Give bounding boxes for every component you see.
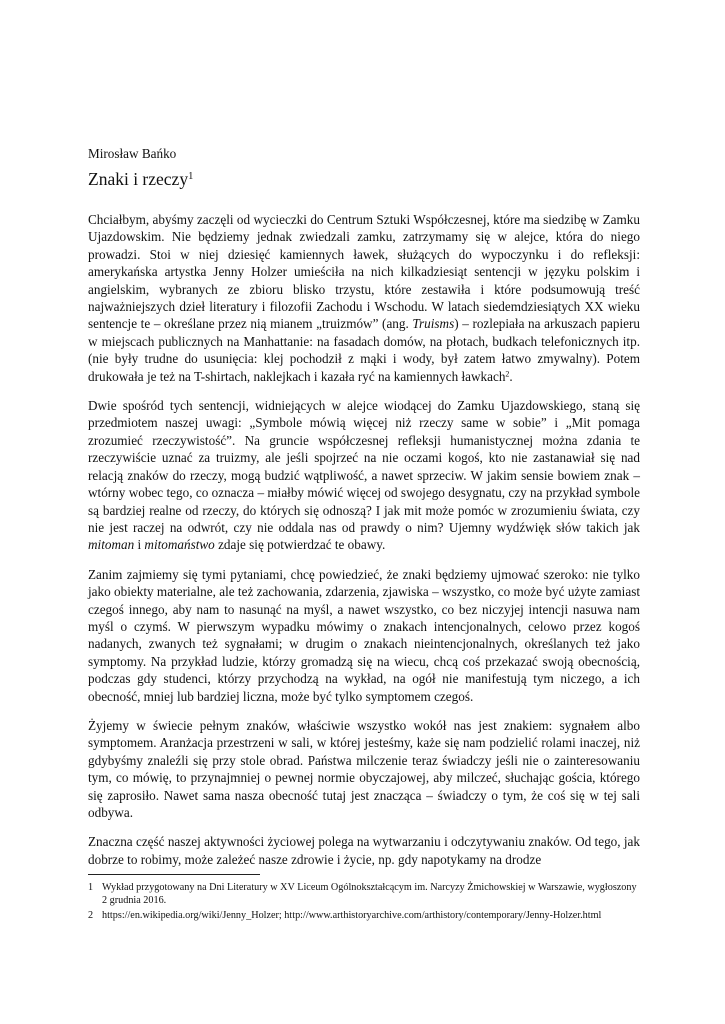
footnote-number: 2 <box>88 910 94 922</box>
text-run: Znaczna część naszej aktywności życiowej polega na wytwarzaniu i odczytywaniu znaków. Od tego, jak dobrze to robimy, może zależeć nasze zdrowie i życie, np. gdy napotykamy na drodze <box>88 834 640 867</box>
document-body <box>88 145 640 880</box>
footnote-ref[interactable]: 2 <box>505 369 510 379</box>
body-paragraph <box>88 397 640 554</box>
italic-term: mitomaństwo <box>144 537 215 553</box>
italic-term: mitoman <box>88 537 135 553</box>
paragraphs <box>88 211 640 868</box>
text-run: i <box>134 537 145 553</box>
footnote-text[interactable]: https://en.wikipedia.org/wiki/Jenny_Holzer; http://www.arthistoryarchive.com/arthistory/contemporary/Jenny-Holzer.html <box>102 910 602 922</box>
text-run: Zanim zajmiemy się tymi pytaniami, chcę powiedzieć, że znaki będziemy ujmować szeroko: nie tylko jako obiekty materialne, ale też zachowania, zdarzenia, zjawiska – wszystko, co może być użyte zamiast czegoś innego, aby nam to nasunąć na myśl, a nawet wszystko, co bez niczyjej intencji nasuwa nam myśl o czymś. W pierwszym wypadku mówimy o znakach intencjonalnych, celowo przez kogoś nadanych, zwanych też sygnałami; w drugim o znakach nieintencjonalnych, określanych też jako symptomy. Na przykład ludzie, którzy gromadzą się na wiecu, chcą coś przekazać swoją obecnością, podczas gdy studenci, którzy przychodzą na wykład, na ogół nie manifestują tym niczego, a ich obecność, mniej lub bardziej liczna, może być tylko symptomem czegoś. <box>88 566 640 704</box>
footnote-separator <box>88 874 260 875</box>
text-run: ) – rozlepiała na arkuszach papieru w miejscach publicznych na Manhattanie: na fasadach domów, na płotach, budkach telefonicznych itp. (nie były trudne do usunięcia: klej pochodził z mąki i wody, był zatem łatwo zmywalny). Potem drukowała je też na T-shirtach, naklejkach i kazała ryć na kamiennych ławkach <box>88 316 641 384</box>
footnotes <box>88 881 640 925</box>
title-footnote-ref[interactable]: 1 <box>188 171 194 183</box>
text-run: Chciałbym, abyśmy zaczęli od wycieczki do Centrum Sztuki Współczesnej, które ma siedzibę w Zamku Ujazdowskim. Nie będziemy jednak zwiedzali zamku, zatrzymamy się w alejce, która do niego prowadzi. Stoi w niej dziesięć kamiennych ławek, służących do wypoczynku i do refleksji: amerykańska artystka Jenny Holzer umieściła na nich kilkadziesiąt sentencji w języku polskim i angielskim, wybranych ze zbioru blisko trzystu, które zestawiła i które podsumowują treść najważniejszych dzieł literatury i filozofii Zachodu i Wschodu. W latach siedemdziesiątych XX wieku sentencje te – określane przez nią mianem „truizmów” (ang. <box>88 212 640 332</box>
document-title <box>88 168 640 190</box>
body-paragraph <box>88 566 640 705</box>
italic-term: Truisms <box>412 316 455 332</box>
footnote-text: Wykład przygotowany na Dni Literatury w XV Liceum Ogólnokształcącym im. Narcyzy Żmichowskiej w Warszawie, wygłoszony 2 grudnia 2016. <box>102 882 637 907</box>
footnote-number: 1 <box>88 882 94 893</box>
text-run: Żyjemy w świecie pełnym znaków, właściwie wszystko wokół nas jest znakiem: sygnałem albo symptomem. Aranżacja przestrzeni w sali, w której jesteśmy, każe się nam podzielić rolami inaczej, niż gdybyśmy znaleźli się przy stole obrad. Państwa milczenie teraz świadczy jeśli nie o zainteresowaniu tym, co mówię, to przynajmniej o pewnej normie obyczajowej, aby milczeć, słuchając gościa, którego się zaprosiło. Nawet sama nasza obecność tutaj jest znacząca – świadczy o tym, że coś się w tej sali odbywa. <box>88 717 640 820</box>
footnote-item <box>88 909 640 922</box>
body-paragraph <box>88 211 640 385</box>
text-run: . <box>509 368 513 384</box>
body-paragraph <box>88 833 640 868</box>
footnote-item <box>88 881 640 907</box>
text-run: zdaje się potwierdzać te obawy. <box>214 537 386 553</box>
title-text: Znaki i rzeczy <box>88 169 189 189</box>
body-paragraph <box>88 717 640 821</box>
text-run: Dwie spośród tych sentencji, widniejących w alejce wiodącej do Zamku Ujazdowskiego, staną się przedmiotem naszej uwagi: „Symbole mówią więcej niż rzeczy same w sobie” i „Mit pomaga zrozumieć rzeczywistość”. Na gruncie współczesnej refleksji humanistycznej można zdania te rzeczywiście uznać za truizmy, ale jeśli spojrzeć na nie oczami kogoś, kto nie zastanawiał się nad relacją znaków do rzeczy, mogą budzić wątpliwość, a nawet sprzeciw. W jakim sensie bowiem znak – wtórny wobec tego, co oznacza – miałby mówić więcej od swojego desygnatu, czy na przykład symbole są bardziej realne od rzeczy, do których się odnoszą? I jak mit może pomóc w zrozumieniu świata, czy nie jest raczej na odwrót, czy nie oddala nas od prawdy o nim? Ujemny wydźwięk słów takich jak <box>88 398 640 535</box>
author-name: Mirosław Bańko <box>88 146 177 161</box>
